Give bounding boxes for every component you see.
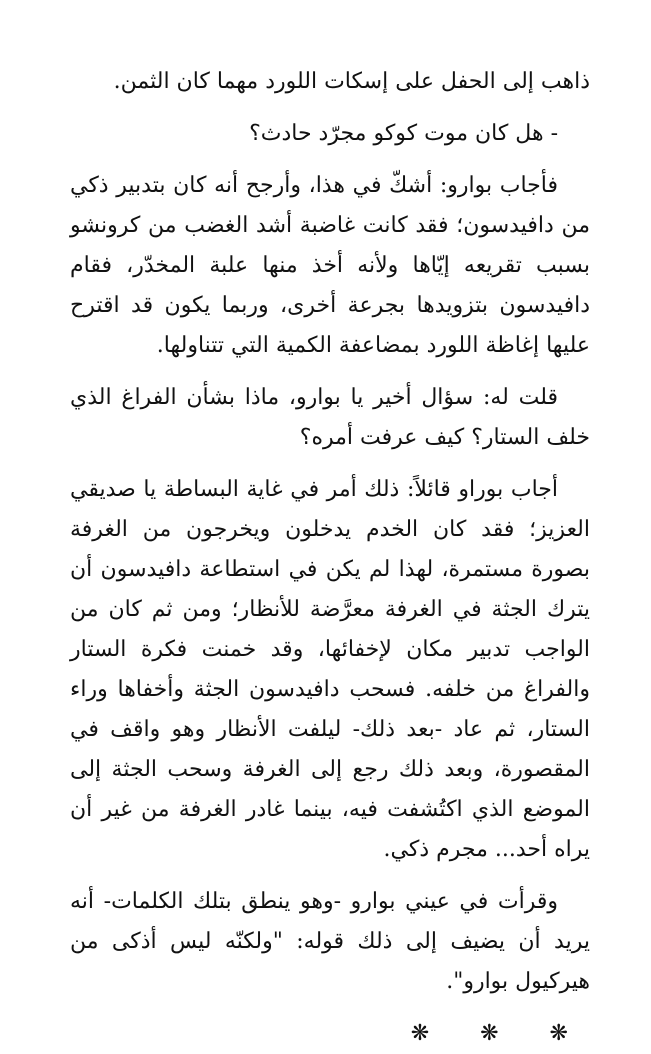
paragraph-6: وقرأت في عيني بوارو -وهو ينطق بتلك الكلمات- أنه يريد أن يضيف إلى ذلك قوله: "ولكنّه ليس أذكى من هيركيول بوارو". bbox=[70, 889, 590, 994]
paragraph-3: فأجاب بوارو: أشكّ في هذا، وأرجح أنه كان بتدبير ذكي من دافيدسون؛ فقد كانت غاضبة أشد الغضب من كرونشو بسبب تقريعه إيّاها ولأنه أخذ منها علبة المخدّر، فقام دافيدسون بتزويدها بجرعة أخرى، وربما يكون قد اقترح عليها إغاظة اللورد بمضاعفة الكمية التي تتناولها. bbox=[70, 173, 590, 358]
paragraph-5: أجاب بوراو قائلاً: ذلك أمر في غاية البساطة يا صديقي العزيز؛ فقد كان الخدم يدخلون ويخرجون من الغرفة بصورة مستمرة، لهذا لم يكن في استطاعة دافيدسون أن يترك الجثة في الغرفة معرَّضة للأنظار؛ ومن ثم كان من الواجب تدبير مكان لإخفائها، وقد خمنت فكرة الستار والفراغ من خلفه. فسحب دافيدسون الجثة وأخفاها وراء الستار، ثم عاد -بعد ذلك- ليلفت الأنظار وهو واقف في المقصورة، وبعد ذلك رجع إلى الغرفة وسحب الجثة إلى الموضع الذي اكتُشفت فيه، بينما غادر الغرفة من غير أن يراه أحد... مجرم ذكي. bbox=[70, 477, 590, 862]
paragraph-4: قلت له: سؤال أخير يا بوارو، ماذا بشأن الفراغ الذي خلف الستار؟ كيف عرفت أمره؟ bbox=[70, 385, 590, 450]
paragraph-1: ذاهب إلى الحفل على إسكات اللورد مهما كان الثمن. bbox=[113, 69, 590, 94]
section-separator: ❋ ❋ ❋ bbox=[410, 1021, 590, 1046]
paragraph-2: - هل كان موت كوكو مجرّد حادث؟ bbox=[249, 121, 558, 146]
book-page bbox=[70, 62, 590, 1054]
